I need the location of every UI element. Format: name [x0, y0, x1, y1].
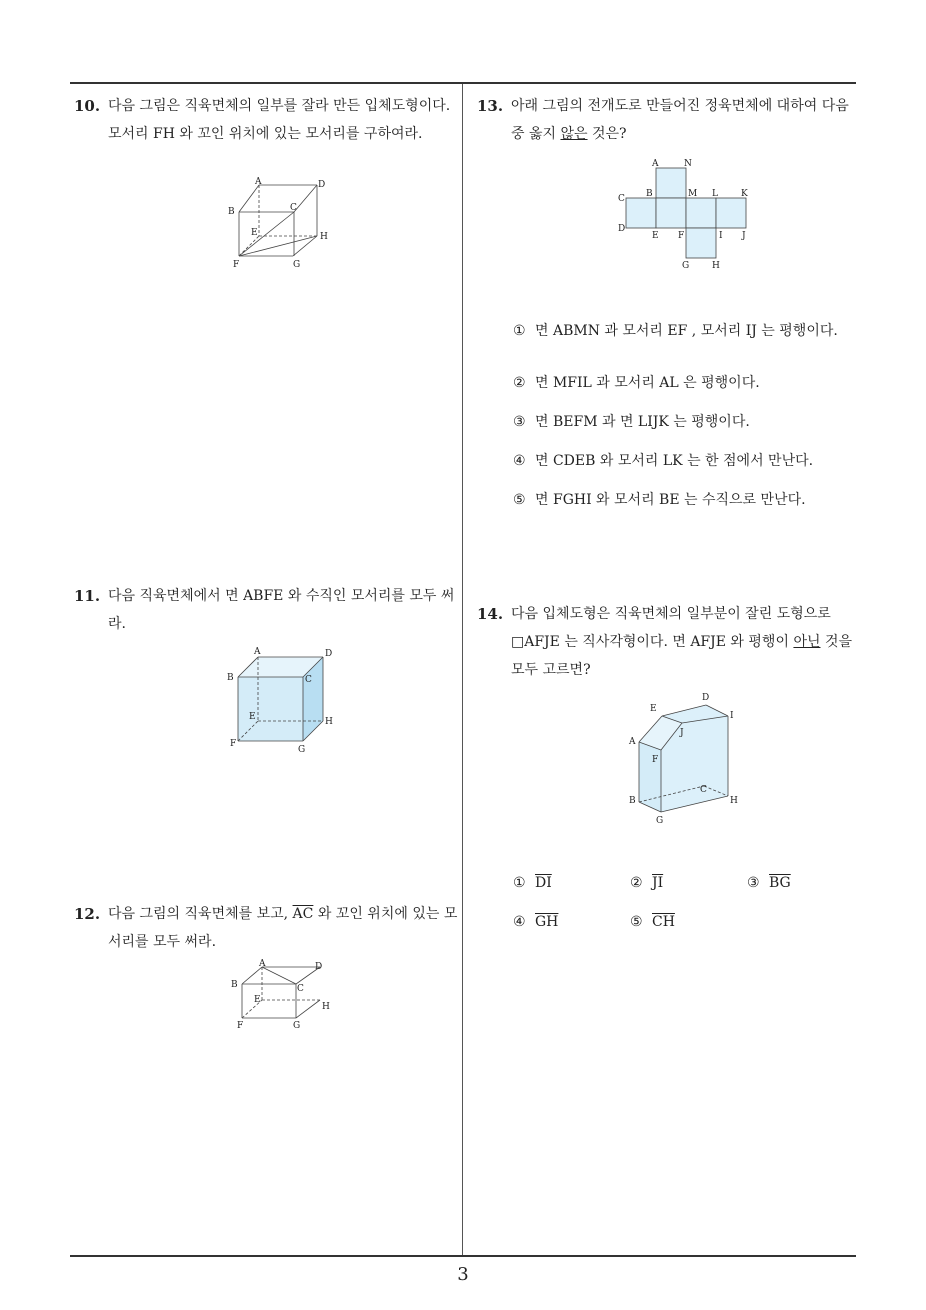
vertex-label: A — [629, 737, 636, 747]
question-text-b: 것은? — [587, 126, 627, 142]
vertex-label: I — [719, 231, 723, 241]
question-text-a: 아래 그림의 전개도로 만들어진 정육면체에 대하여 다음 중 옳지 — [511, 98, 849, 142]
vertex-label: D — [325, 649, 333, 659]
vertex-label: M — [688, 189, 698, 199]
option-1[interactable] — [513, 872, 552, 894]
option-mark: ① — [513, 875, 526, 891]
option-4[interactable] — [513, 911, 558, 933]
question-14 — [477, 600, 861, 684]
vertex-label: E — [652, 231, 659, 241]
vertex-label: F — [652, 755, 659, 765]
vertex-label: C — [618, 194, 625, 204]
column-divider — [462, 84, 463, 1255]
question-text-b: 것을 모두 고르면? — [511, 634, 852, 678]
option-text: 면 FGHI 와 모서리 BE 는 수직으로 만난다. — [535, 492, 806, 508]
vertex-label: A — [259, 959, 266, 969]
option-2[interactable] — [513, 372, 853, 394]
option-text: 면 ABMN 과 모서리 EF , 모서리 IJ 는 평행이다. — [535, 323, 838, 339]
option-mark: ④ — [513, 453, 526, 469]
question-text — [477, 92, 861, 148]
option-segment: $\overline{CH}$ — [652, 914, 675, 930]
top-rule — [70, 82, 856, 84]
question-number: 12. — [74, 905, 101, 923]
question-text-underlined: 않은 — [560, 126, 588, 142]
vertex-label: L — [712, 189, 718, 199]
vertex-label: C — [700, 785, 707, 795]
question-text — [477, 600, 861, 684]
vertex-label: F — [678, 231, 685, 241]
vertex-label: C — [297, 984, 304, 994]
vertex-label: G — [298, 745, 306, 755]
question-13 — [477, 92, 861, 148]
option-5[interactable] — [630, 911, 675, 933]
vertex-label: D — [318, 180, 326, 190]
vertex-label: E — [251, 228, 258, 238]
vertex-label: G — [293, 260, 301, 270]
question-12 — [74, 900, 458, 956]
vertex-label: D — [618, 224, 626, 234]
vertex-label: J — [680, 728, 684, 738]
vertex-label: D — [702, 693, 710, 703]
vertex-label: N — [684, 159, 692, 169]
option-3[interactable] — [513, 411, 853, 433]
option-mark: ② — [513, 375, 526, 391]
question-number: 13. — [477, 97, 504, 115]
option-segment: $\overline{BG}$ — [769, 875, 791, 891]
question-text-b: 와 꼬인 위치에 있는 모서리를 모두 써라. — [108, 906, 458, 950]
question-number: 11. — [74, 587, 101, 605]
figure-q10 — [222, 176, 342, 272]
vertex-label: C — [305, 675, 312, 685]
option-mark: ⑤ — [513, 492, 526, 508]
question-text-a: 다음 입체도형은 직육면체의 일부분이 잘린 도형으로 □AFJE 는 직사각형이다. 면 AFJE 와 평행이 — [511, 606, 831, 650]
page-number: 3 — [457, 1264, 469, 1285]
option-1[interactable] — [513, 318, 853, 344]
vertex-label: H — [325, 717, 333, 727]
segment-ac: $\overline{AC}$ — [292, 906, 314, 922]
vertex-label: D — [315, 962, 323, 972]
vertex-label: H — [712, 261, 720, 271]
question-text — [74, 900, 458, 956]
figure-q11 — [222, 644, 342, 756]
question-text-underlined: 아닌 — [793, 634, 821, 650]
question-text: 다음 직육면체에서 면 ABFE 와 수직인 모서리를 모두 써라. — [108, 588, 455, 632]
vertex-label: H — [322, 1002, 330, 1012]
option-text: 면 CDEB 와 모서리 LK 는 한 점에서 만난다. — [535, 453, 814, 469]
option-mark: ② — [630, 875, 643, 891]
vertex-label: E — [254, 995, 261, 1005]
option-3[interactable] — [747, 872, 791, 894]
vertex-label: B — [231, 980, 238, 990]
vertex-label: A — [652, 159, 659, 169]
vertex-label: A — [255, 177, 262, 187]
question-10 — [74, 92, 458, 148]
figure-q13-net — [612, 154, 762, 274]
question-number: 14. — [477, 605, 504, 623]
option-segment: $\overline{GH}$ — [535, 914, 559, 930]
option-segment: $\overline{JI}$ — [652, 875, 664, 891]
vertex-label: K — [741, 189, 748, 199]
option-mark: ④ — [513, 914, 526, 930]
vertex-label: C — [290, 203, 297, 213]
option-5[interactable] — [513, 489, 853, 511]
vertex-label: H — [320, 232, 328, 242]
vertex-label: F — [230, 739, 237, 749]
option-text: 면 MFIL 과 모서리 AL 은 평행이다. — [535, 375, 760, 391]
bottom-rule — [70, 1255, 856, 1257]
vertex-label: B — [629, 796, 636, 806]
vertex-label: B — [646, 189, 653, 199]
vertex-label: A — [254, 647, 261, 657]
question-number: 10. — [74, 97, 101, 115]
option-text: 면 BEFM 과 면 LIJK 는 평행이다. — [535, 414, 750, 430]
vertex-label: G — [656, 816, 664, 826]
option-4[interactable] — [513, 450, 853, 472]
vertex-label: I — [730, 711, 734, 721]
vertex-label: E — [650, 704, 657, 714]
vertex-label: B — [228, 207, 235, 217]
option-mark: ⑤ — [630, 914, 643, 930]
question-11 — [74, 582, 458, 638]
vertex-label: F — [237, 1021, 244, 1031]
option-2[interactable] — [630, 872, 663, 894]
question-text: 다음 그림은 직육면체의 일부를 잘라 만든 입체도형이다. 모서리 FH 와 꼬인 위치에 있는 모서리를 구하여라. — [108, 98, 451, 142]
option-segment: $\overline{DI}$ — [535, 875, 552, 891]
question-text-a: 다음 그림의 직육면체를 보고, — [108, 906, 293, 922]
vertex-label: E — [249, 712, 256, 722]
vertex-label: G — [682, 261, 690, 271]
vertex-label: F — [233, 260, 240, 270]
vertex-label: H — [730, 796, 738, 806]
vertex-label: J — [742, 231, 746, 241]
figure-q14 — [624, 686, 744, 826]
option-mark: ③ — [747, 875, 760, 891]
option-mark: ① — [513, 323, 526, 339]
vertex-label: B — [227, 673, 234, 683]
vertex-label: G — [293, 1021, 301, 1031]
figure-q12 — [226, 958, 336, 1036]
option-mark: ③ — [513, 414, 526, 430]
